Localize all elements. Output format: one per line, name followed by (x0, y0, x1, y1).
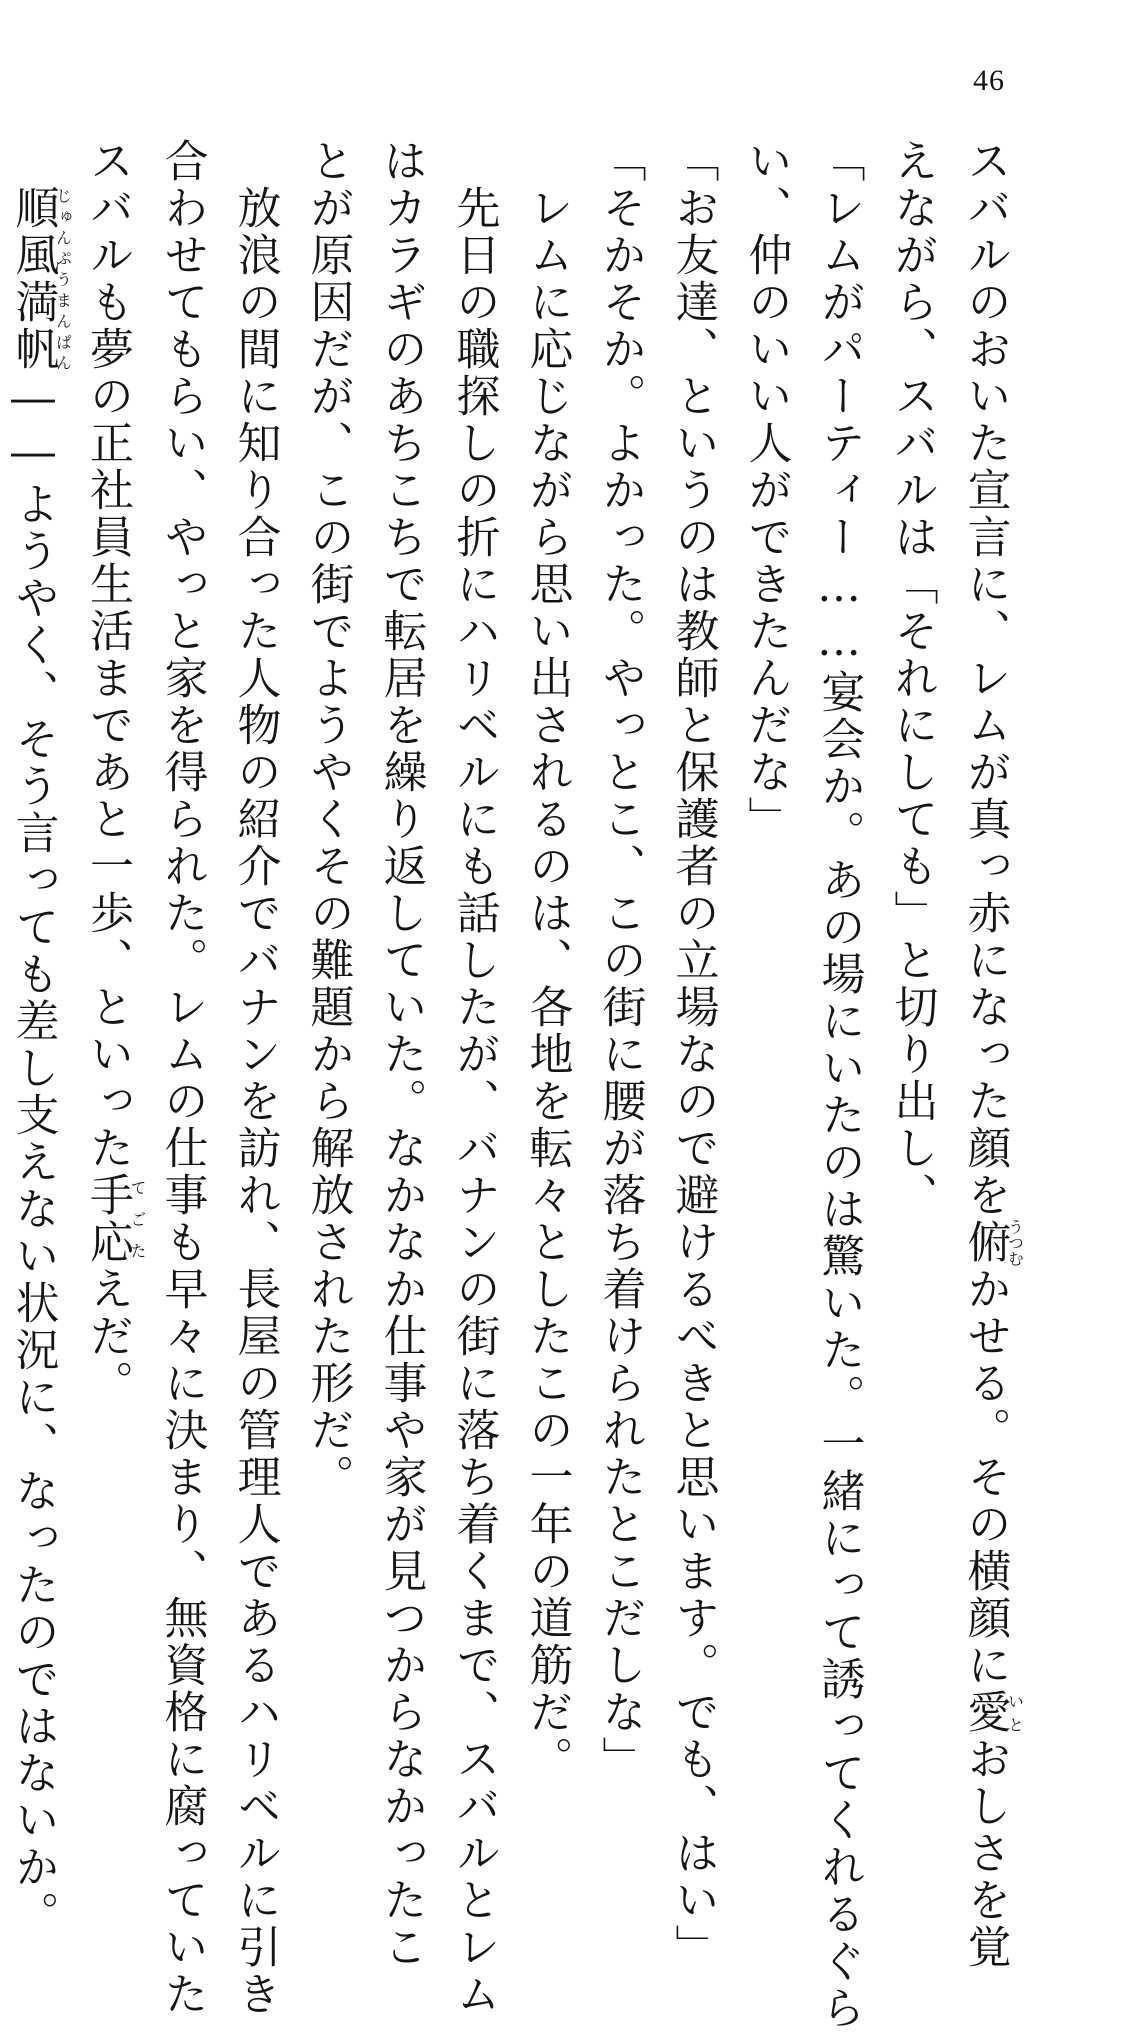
text-line (803, 138, 876, 2032)
page-number: 46 (973, 64, 1005, 97)
ruby-reading: じゅんぷうまんぱん (53, 185, 73, 373)
ruby-base: 愛 (959, 1689, 1011, 1736)
text-line (438, 138, 511, 2018)
ruby-reading: てごた (128, 1172, 147, 1266)
text-segment: 「お友達、というのは教師と保護者の立場なので避けるべきと思います。でも、はい」 (667, 138, 719, 1971)
text-segment: おしさを覚 (959, 1736, 1011, 1971)
text-segment: かせる。その横顔に (959, 1266, 1011, 1689)
text-line (949, 138, 1025, 1971)
ruby-word (959, 1218, 1025, 1267)
text-line (511, 138, 584, 1783)
text-segment: い、仲のいい人ができたんだな」 (740, 138, 792, 843)
text-line (146, 138, 219, 2018)
text-segment: とが原因だが、この街でようやくその難題から解放された形だ。 (302, 138, 354, 1501)
text-line (219, 138, 292, 2018)
text-segment: 「そかそか。よかった。やっとこ、この街に腰が落ち着けられたとこだしな」 (594, 138, 646, 1783)
text-line (365, 138, 438, 1971)
ruby-base: 順風満帆 (7, 185, 59, 373)
text-line (71, 138, 146, 1593)
text-segment: スバルも夢の正社員生活まであと一歩、といった (82, 138, 133, 1172)
text-line (876, 138, 949, 1593)
ruby-base: 手応 (82, 1172, 133, 1266)
ruby-reading: いと (1005, 1689, 1025, 1736)
ruby-word (959, 1689, 1025, 1736)
ruby-word (7, 185, 73, 373)
text-segment: 先日の職探しの折にハリベルにも話したが、バナンの街に落ち着くまで、スバルとレム (448, 138, 500, 2018)
body-text (7, 138, 1025, 2032)
text-segment: 合わせてもらい、やっと家を得られた。レムの仕事も早々に決まり、無資格に腐っていた (156, 138, 208, 2018)
text-segment: 放浪の間に知り合った人物の紹介でバナンを訪れ、長屋の管理人であるハリベルに引き (229, 138, 281, 2018)
ruby-base: 俯 (959, 1218, 1011, 1267)
text-segment (8, 138, 59, 185)
ruby-word (82, 1172, 147, 1266)
text-line (657, 138, 730, 1971)
text-segment: 「レムがパーティー……宴会か。あの場にいたのは驚いた。一緒にって誘ってくれるぐら (813, 138, 865, 2032)
ruby-reading: うつむ (1005, 1218, 1025, 1267)
text-segment: ――ようやく、そう言っても差し支えない状況に、なったのではないか。 (7, 373, 59, 1938)
text-line (730, 138, 803, 1593)
text-line (292, 138, 365, 1593)
text-segment: レムに応じながら思い出されるのは、各地を転々としたこの一年の道筋だ。 (521, 138, 573, 1783)
text-segment: スバルのおいた宣言に、レムが真っ赤になった顔を (959, 138, 1011, 1219)
text-line (584, 138, 657, 1783)
text-segment: えながら、スバルは「それにしても」と切り出し、 (886, 138, 938, 1219)
text-line (0, 138, 73, 1938)
text-segment: はカラギのあちこちで転居を繰り返していた。なかなか仕事や家が見つからなかったこ (375, 138, 427, 1971)
text-segment: えだ。 (82, 1266, 133, 1407)
